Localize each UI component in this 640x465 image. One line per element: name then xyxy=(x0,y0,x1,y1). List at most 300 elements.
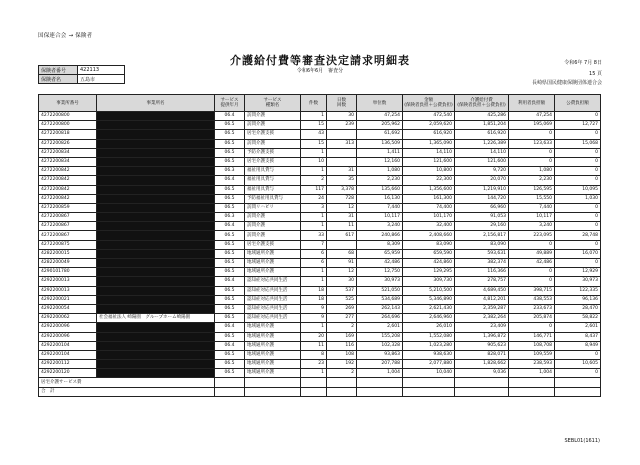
column-header: 件数 xyxy=(301,95,327,112)
cell-cnt: 1 xyxy=(301,277,327,286)
form-code: SEBL01(1611) xyxy=(564,438,600,444)
cell-cnt: 1 xyxy=(301,323,327,332)
cell-days: 30 xyxy=(327,277,357,286)
cell-code: 4272200867 xyxy=(39,213,97,222)
cell-pub: 10,605 xyxy=(555,360,601,369)
cell-cnt: 1 xyxy=(301,213,327,222)
page-number: 15 頁 xyxy=(589,71,602,77)
subtotal-row xyxy=(39,378,601,387)
cell-ym: 06.5 xyxy=(215,157,245,166)
cell-svc: 福祉用具貸与 xyxy=(245,185,301,194)
cell-name xyxy=(97,167,215,176)
cell-svc: 訪問リハビリ xyxy=(245,203,301,212)
cell-units: 8,309 xyxy=(357,240,403,249)
cell-name xyxy=(97,203,215,212)
cell-code: 4272200826 xyxy=(39,139,97,148)
cell-svc: 認知症対応共同生活 xyxy=(245,314,301,323)
cell-code: 4272200818 xyxy=(39,130,97,139)
cell-amt: 161,300 xyxy=(403,194,455,203)
cell-pub: 10,095 xyxy=(555,185,601,194)
cell-care: 1,828,662 xyxy=(455,360,509,369)
cell-days: 91 xyxy=(327,259,357,268)
cell-amt: 14,110 xyxy=(403,148,455,157)
cell-amt: 10,040 xyxy=(403,369,455,378)
cell-code: 4292200104 xyxy=(39,350,97,359)
cell-code: 4290101780 xyxy=(39,268,97,277)
table-row xyxy=(39,112,601,121)
cell-days: 728 xyxy=(327,194,357,203)
cell-days: 3,378 xyxy=(327,185,357,194)
column-header: サービス 提供年月 xyxy=(215,95,245,112)
cell-user: 398,715 xyxy=(509,286,555,295)
cell-cnt: 18 xyxy=(301,295,327,304)
cell-days: 30 xyxy=(327,112,357,121)
cell-code: 4292200104 xyxy=(39,341,97,350)
cell-cnt: 1 xyxy=(301,369,327,378)
cell-code: 4272200842 xyxy=(39,185,97,194)
cell-pub: 30,973 xyxy=(555,277,601,286)
cell-svc: 認知症対応共同生活 xyxy=(245,295,301,304)
table-row xyxy=(39,167,601,176)
cell-amt: 2,077,880 xyxy=(403,360,455,369)
cell-ym: 06.5 xyxy=(215,139,245,148)
cell-svc: 予防福祉用具貸与 xyxy=(245,194,301,203)
cell-care: 144,720 xyxy=(455,194,509,203)
cell-ym: 06.5 xyxy=(215,332,245,341)
cell-code: 4292200120 xyxy=(39,369,97,378)
cell-name xyxy=(97,231,215,240)
cell-name xyxy=(97,121,215,130)
cell-cnt: 7 xyxy=(301,240,327,249)
cell-pub: 122,335 xyxy=(555,286,601,295)
cell-cnt: 20 xyxy=(301,332,327,341)
cell-code: 4282200015 xyxy=(39,249,97,258)
cell-days: 12 xyxy=(327,203,357,212)
cell-units: 135,660 xyxy=(357,185,403,194)
cell-user: 438,553 xyxy=(509,295,555,304)
cell-name xyxy=(97,304,215,313)
cell-care: 1,851,204 xyxy=(455,121,509,130)
cell-units: 65,959 xyxy=(357,249,403,258)
table-row xyxy=(39,130,601,139)
cell-code: 4292200112 xyxy=(39,360,97,369)
cell-amt: 10,800 xyxy=(403,167,455,176)
cell-units: 3,240 xyxy=(357,222,403,231)
cell-days: 313 xyxy=(327,139,357,148)
recipient-label: 国保連合会 → 保険者 xyxy=(38,33,93,39)
cell-name xyxy=(97,369,215,378)
table-row xyxy=(39,277,601,286)
cell-cnt: 2 xyxy=(301,176,327,185)
column-header: 事業所名 xyxy=(97,95,215,112)
cell-user: 0 xyxy=(509,157,555,166)
cell-cnt: 43 xyxy=(301,130,327,139)
cell-amt: 1,552,080 xyxy=(403,332,455,341)
cell-amt: 32,400 xyxy=(403,222,455,231)
cell-cnt: 11 xyxy=(301,341,327,350)
cell-pub: 0 xyxy=(555,222,601,231)
cell-name xyxy=(97,222,215,231)
cell-svc: 居宅介護支援 xyxy=(245,130,301,139)
cell-ym: 06.4 xyxy=(215,323,245,332)
cell-ym: 06.4 xyxy=(215,341,245,350)
cell-name xyxy=(97,249,215,258)
cell-care: 83,090 xyxy=(455,240,509,249)
cell-care: 116,366 xyxy=(455,268,509,277)
cell-name xyxy=(97,286,215,295)
cell-units: 136,509 xyxy=(357,139,403,148)
subtotal-label: 居宅介護サービス費 xyxy=(39,378,215,387)
cell-ym: 06.5 xyxy=(215,304,245,313)
cell-code: 4292200096 xyxy=(39,332,97,341)
cell-pub: 0 xyxy=(555,240,601,249)
cell-svc: 地域通所介護 xyxy=(245,259,301,268)
insurer-number-value: 422113 xyxy=(78,66,125,75)
cell-user: 2,230 xyxy=(509,176,555,185)
cell-ym: 06.5 xyxy=(215,203,245,212)
cell-ym: 06.5 xyxy=(215,121,245,130)
cell-ym: 06.3 xyxy=(215,167,245,176)
table-row xyxy=(39,259,601,268)
cell-care: 4,689,450 xyxy=(455,286,509,295)
page-title: 介護給付費等審査決定請求明細表 xyxy=(230,54,410,67)
column-header: 単位数 xyxy=(357,95,403,112)
cell-care: 382,374 xyxy=(455,259,509,268)
cell-units: 102,328 xyxy=(357,341,403,350)
cell-code: 4272200842 xyxy=(39,176,97,185)
cell-pub: 16,070 xyxy=(555,249,601,258)
cell-name xyxy=(97,130,215,139)
cell-user: 0 xyxy=(509,323,555,332)
cell-name xyxy=(97,194,215,203)
cell-days: 277 xyxy=(327,314,357,323)
cell-code: 4292200021 xyxy=(39,295,97,304)
cell-pub: 0 xyxy=(555,259,601,268)
cell-units: 2,601 xyxy=(357,323,403,332)
cell-ym: 06.5 xyxy=(215,360,245,369)
cell-amt: 472,540 xyxy=(403,112,455,121)
cell-ym: 06.4 xyxy=(215,112,245,121)
cell-user: 0 xyxy=(509,148,555,157)
cell-cnt: 6 xyxy=(301,259,327,268)
cell-care: 278,757 xyxy=(455,277,509,286)
cell-amt: 2,408,660 xyxy=(403,231,455,240)
cell-svc: 居宅介護支援 xyxy=(245,157,301,166)
cell-svc: 訪問介護 xyxy=(245,231,301,240)
cell-pub: 15,068 xyxy=(555,139,601,148)
cell-care: 66,960 xyxy=(455,203,509,212)
cell-user: 123,633 xyxy=(509,139,555,148)
cell-pub: 0 xyxy=(555,176,601,185)
insurer-info xyxy=(38,65,125,84)
table-row xyxy=(39,268,601,277)
cell-name xyxy=(97,157,215,166)
cell-svc: 認知症対応共同生活 xyxy=(245,277,301,286)
cell-care: 425,286 xyxy=(455,112,509,121)
cell-user: 7,440 xyxy=(509,203,555,212)
cell-amt: 1,356,600 xyxy=(403,185,455,194)
cell-user: 223,095 xyxy=(509,231,555,240)
cell-code: 4272200842 xyxy=(39,194,97,203)
table-row xyxy=(39,139,601,148)
cell-svc: 訪問介護 xyxy=(245,121,301,130)
cell-care: 121,600 xyxy=(455,157,509,166)
cell-care: 616,920 xyxy=(455,130,509,139)
cell-amt: 5,210,500 xyxy=(403,286,455,295)
column-header: サービス 種類名 xyxy=(245,95,301,112)
cell-pub: 0 xyxy=(555,148,601,157)
claims-table xyxy=(38,94,601,397)
cell-care: 14,110 xyxy=(455,148,509,157)
cell-pub: 8,437 xyxy=(555,332,601,341)
cell-code: 4272200834 xyxy=(39,148,97,157)
cell-ym: 06.5 xyxy=(215,268,245,277)
cell-units: 12,750 xyxy=(357,268,403,277)
cell-cnt: 1 xyxy=(301,222,327,231)
cell-care: 2,382,264 xyxy=(455,314,509,323)
cell-days xyxy=(327,240,357,249)
cell-days: 12 xyxy=(327,268,357,277)
cell-units: 262,143 xyxy=(357,304,403,313)
cell-pub: 1,030 xyxy=(555,194,601,203)
cell-name xyxy=(97,148,215,157)
cell-days: 2 xyxy=(327,323,357,332)
cell-units: 12,160 xyxy=(357,157,403,166)
cell-ym: 06.5 xyxy=(215,194,245,203)
table-row xyxy=(39,249,601,258)
cell-name xyxy=(97,323,215,332)
cell-name xyxy=(97,139,215,148)
cell-days: 537 xyxy=(327,286,357,295)
table-row xyxy=(39,240,601,249)
cell-units: 521,050 xyxy=(357,286,403,295)
cell-ym: 06.4 xyxy=(215,277,245,286)
cell-user: 0 xyxy=(509,240,555,249)
cell-user: 109,559 xyxy=(509,350,555,359)
cell-days: 169 xyxy=(327,332,357,341)
cell-pub: 8,949 xyxy=(555,341,601,350)
cell-svc: 訪問介護 xyxy=(245,112,301,121)
cell-care: 2,359,287 xyxy=(455,304,509,313)
cell-units: 7,440 xyxy=(357,203,403,212)
table-row xyxy=(39,222,601,231)
cell-user: 0 xyxy=(509,130,555,139)
cell-user: 0 xyxy=(509,268,555,277)
cell-svc: 地域通所介護 xyxy=(245,332,301,341)
cell-amt: 2,621,430 xyxy=(403,304,455,313)
cell-cnt: 1 xyxy=(301,148,327,157)
cell-ym: 06.3 xyxy=(215,213,245,222)
cell-amt: 616,920 xyxy=(403,130,455,139)
cell-care: 4,812,201 xyxy=(455,295,509,304)
cell-name: 社会福祉法人 崎陽園 グループホーム崎陽園 xyxy=(97,314,215,323)
cell-svc: 訪問介護 xyxy=(245,139,301,148)
cell-units: 205,962 xyxy=(357,121,403,130)
cell-cnt: 10 xyxy=(301,157,327,166)
cell-code: 4272200867 xyxy=(39,222,97,231)
cell-ym: 06.4 xyxy=(215,222,245,231)
review-period: 令和6年6月 審査分 xyxy=(296,68,344,74)
cell-care: 1,226,389 xyxy=(455,139,509,148)
cell-pub: 0 xyxy=(555,130,601,139)
cell-units: 1,004 xyxy=(357,369,403,378)
cell-amt: 938,630 xyxy=(403,350,455,359)
table-row xyxy=(39,194,601,203)
cell-cnt: 15 xyxy=(301,139,327,148)
table-row xyxy=(39,304,601,313)
cell-units: 207,788 xyxy=(357,360,403,369)
cell-amt: 309,730 xyxy=(403,277,455,286)
cell-care: 91,053 xyxy=(455,213,509,222)
table-row xyxy=(39,350,601,359)
cell-ym: 06.5 xyxy=(215,231,245,240)
cell-code: 4272200875 xyxy=(39,240,97,249)
issue-date: 令和6年 7月 8日 xyxy=(564,60,602,66)
cell-days: 116 xyxy=(327,341,357,350)
cell-user: 42,486 xyxy=(509,259,555,268)
cell-care: 23,409 xyxy=(455,323,509,332)
column-header: 介護給付費 (保険者負担＋公費負担) xyxy=(455,95,509,112)
cell-pub: 0 xyxy=(555,213,601,222)
cell-user: 49,889 xyxy=(509,249,555,258)
cell-amt: 74,400 xyxy=(403,203,455,212)
cell-cnt: 6 xyxy=(301,249,327,258)
cell-units: 42,486 xyxy=(357,259,403,268)
cell-pub: 0 xyxy=(555,167,601,176)
cell-amt: 5,346,890 xyxy=(403,295,455,304)
cell-days: 239 xyxy=(327,121,357,130)
cell-care: 9,720 xyxy=(455,167,509,176)
cell-ym: 06.5 xyxy=(215,185,245,194)
cell-units: 30,973 xyxy=(357,277,403,286)
table-row xyxy=(39,121,601,130)
cell-user: 3,240 xyxy=(509,222,555,231)
insurer-name-value: 五島市 xyxy=(78,75,125,84)
cell-cnt: 9 xyxy=(301,314,327,323)
cell-days: 68 xyxy=(327,249,357,258)
cell-ym: 06.5 xyxy=(215,286,245,295)
table-row xyxy=(39,185,601,194)
cell-svc: 福祉用具貸与 xyxy=(245,176,301,185)
cell-cnt: 1 xyxy=(301,167,327,176)
cell-cnt: 1 xyxy=(301,112,327,121)
cell-pub: 96,136 xyxy=(555,295,601,304)
cell-care: 1,396,872 xyxy=(455,332,509,341)
cell-care: 29,160 xyxy=(455,222,509,231)
cell-user: 1,004 xyxy=(509,369,555,378)
cell-user: 108,708 xyxy=(509,341,555,350)
cell-cnt: 23 xyxy=(301,360,327,369)
cell-svc: 地域通所介護 xyxy=(245,249,301,258)
cell-name xyxy=(97,350,215,359)
cell-units: 534,689 xyxy=(357,295,403,304)
cell-name xyxy=(97,185,215,194)
cell-code: 4272200842 xyxy=(39,167,97,176)
cell-pub: 58,822 xyxy=(555,314,601,323)
cell-days: 31 xyxy=(327,213,357,222)
cell-ym: 06.5 xyxy=(215,249,245,258)
cell-cnt: 3 xyxy=(301,203,327,212)
cell-units: 61,692 xyxy=(357,130,403,139)
cell-care: 20,070 xyxy=(455,176,509,185)
cell-units: 16,130 xyxy=(357,194,403,203)
cell-svc: 訪問介護 xyxy=(245,213,301,222)
cell-code: 4272200834 xyxy=(39,157,97,166)
cell-days: 525 xyxy=(327,295,357,304)
cell-cnt: 18 xyxy=(301,286,327,295)
table-row xyxy=(39,231,601,240)
cell-ym: 06.5 xyxy=(215,259,245,268)
cell-svc: 地域通所介護 xyxy=(245,323,301,332)
cell-code: 4292200013 xyxy=(39,286,97,295)
table-row xyxy=(39,360,601,369)
cell-units: 47,254 xyxy=(357,112,403,121)
column-header: 金額 (保険者負担＋公費負担) xyxy=(403,95,455,112)
table-row xyxy=(39,314,601,323)
cell-pub: 2,601 xyxy=(555,323,601,332)
cell-svc: 地域通所介護 xyxy=(245,341,301,350)
cell-code: 4272200859 xyxy=(39,203,97,212)
table-row xyxy=(39,332,601,341)
cell-pub: 12,727 xyxy=(555,121,601,130)
cell-pub: 0 xyxy=(555,203,601,212)
cell-days xyxy=(327,157,357,166)
cell-cnt: 117 xyxy=(301,185,327,194)
cell-user: 233,673 xyxy=(509,304,555,313)
cell-amt: 129,295 xyxy=(403,268,455,277)
cell-code: 4272200800 xyxy=(39,121,97,130)
cell-pub: 0 xyxy=(555,350,601,359)
cell-days: 192 xyxy=(327,360,357,369)
cell-user: 0 xyxy=(509,277,555,286)
cell-user: 1,080 xyxy=(509,167,555,176)
cell-name xyxy=(97,112,215,121)
cell-units: 1,080 xyxy=(357,167,403,176)
cell-care: 593,631 xyxy=(455,249,509,258)
cell-days: 31 xyxy=(327,167,357,176)
cell-days: 2 xyxy=(327,369,357,378)
cell-code: 4272200867 xyxy=(39,231,97,240)
cell-ym: 06.5 xyxy=(215,314,245,323)
cell-cnt: 33 xyxy=(301,231,327,240)
cell-amt: 1,023,280 xyxy=(403,341,455,350)
cell-svc: 居宅介護支援 xyxy=(245,240,301,249)
cell-amt: 26,010 xyxy=(403,323,455,332)
cell-cnt: 1 xyxy=(301,268,327,277)
cell-name xyxy=(97,259,215,268)
cell-ym: 06.5 xyxy=(215,130,245,139)
cell-user: 205,874 xyxy=(509,314,555,323)
cell-code: 4292200054 xyxy=(39,304,97,313)
cell-care: 2,156,817 xyxy=(455,231,509,240)
cell-code: 4292200096 xyxy=(39,323,97,332)
cell-cnt: 9 xyxy=(301,304,327,313)
cell-name xyxy=(97,268,215,277)
cell-ym: 06.5 xyxy=(215,148,245,157)
cell-ym: 06.5 xyxy=(215,295,245,304)
cell-units: 10,117 xyxy=(357,213,403,222)
cell-code: 4272200800 xyxy=(39,112,97,121)
cell-name xyxy=(97,240,215,249)
cell-days xyxy=(327,148,357,157)
total-label: 合 計 xyxy=(39,387,215,396)
cell-ym: 06.5 xyxy=(215,369,245,378)
table-header-row xyxy=(39,95,601,112)
cell-ym: 06.5 xyxy=(215,350,245,359)
cell-amt: 83,090 xyxy=(403,240,455,249)
cell-ym: 06.5 xyxy=(215,240,245,249)
insurer-name-label: 保険者名 xyxy=(39,75,78,84)
